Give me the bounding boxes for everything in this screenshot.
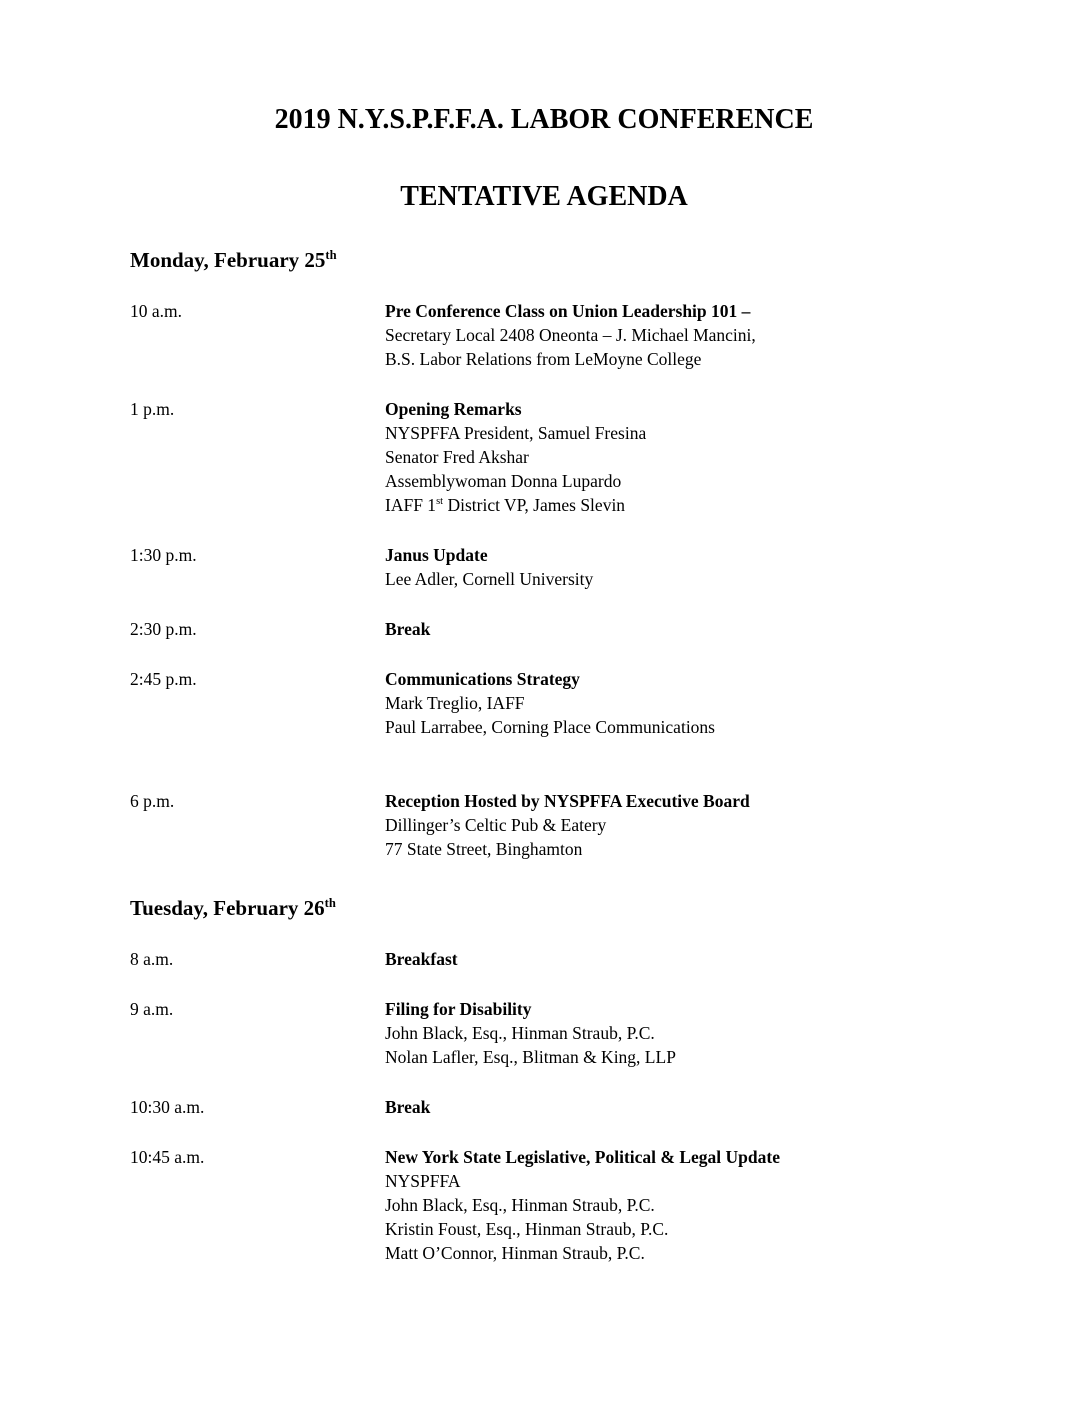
- item-body: [385, 299, 958, 371]
- agenda-item: [130, 1145, 958, 1265]
- day-heading-monday: [130, 247, 958, 273]
- item-title: Break: [385, 619, 431, 639]
- agenda-item: [130, 997, 958, 1069]
- item-body: [385, 789, 958, 861]
- item-body: [385, 1145, 958, 1265]
- item-time: 9 a.m.: [130, 999, 174, 1019]
- item-title: Reception Hosted by NYSPFFA Executive Board: [385, 791, 750, 811]
- day-heading-tuesday: [130, 895, 958, 921]
- page-title: 2019 N.Y.S.P.F.F.A. LABOR CONFERENCE: [274, 104, 814, 135]
- item-title: Filing for Disability: [385, 999, 532, 1019]
- page-subtitle: TENTATIVE AGENDA: [400, 181, 688, 212]
- item-time: 2:45 p.m.: [130, 669, 197, 689]
- item-detail-line: John Black, Esq., Hinman Straub, P.C.: [385, 1195, 655, 1215]
- item-time: 1:30 p.m.: [130, 545, 197, 565]
- item-detail-line: NYSPFFA: [385, 1171, 461, 1191]
- day-heading-ordinal: th: [325, 248, 337, 262]
- item-detail-line: [385, 493, 958, 517]
- item-title: Opening Remarks: [385, 399, 522, 419]
- agenda-item: [130, 1095, 958, 1119]
- item-detail-line: John Black, Esq., Hinman Straub, P.C.: [385, 1023, 655, 1043]
- item-title: Janus Update: [385, 545, 488, 565]
- item-time: 2:30 p.m.: [130, 619, 197, 639]
- item-title: Communications Strategy: [385, 669, 580, 689]
- agenda-item: [130, 789, 958, 861]
- day-heading-text: Monday, February 25: [130, 248, 326, 272]
- item-detail-line: Paul Larrabee, Corning Place Communications: [385, 717, 715, 737]
- agenda-item: [130, 667, 958, 739]
- item-title: Breakfast: [385, 949, 458, 969]
- agenda-item: [130, 543, 958, 591]
- item-time: 10:45 a.m.: [130, 1147, 205, 1167]
- item-detail-line: B.S. Labor Relations from LeMoyne College: [385, 349, 702, 369]
- day-heading-text: Tuesday, February 26: [130, 896, 325, 920]
- item-body: [385, 997, 958, 1069]
- item-time: 10:30 a.m.: [130, 1097, 205, 1117]
- agenda-item: [130, 947, 958, 971]
- agenda-item: [130, 299, 958, 371]
- item-detail-line: Senator Fred Akshar: [385, 447, 529, 467]
- item-body: [385, 947, 958, 971]
- item-time: 1 p.m.: [130, 399, 175, 419]
- agenda-item: [130, 617, 958, 641]
- line-ordinal: st: [436, 496, 444, 508]
- item-title: New York State Legislative, Political & Legal Update: [385, 1147, 780, 1167]
- item-body: [385, 667, 958, 739]
- item-detail-line: Dillinger’s Celtic Pub & Eatery: [385, 815, 607, 835]
- item-time: 6 p.m.: [130, 791, 175, 811]
- line-text: IAFF 1: [385, 495, 437, 515]
- item-detail-line: Assemblywoman Donna Lupardo: [385, 471, 622, 491]
- item-title: Pre Conference Class on Union Leadership 101 –: [385, 301, 751, 321]
- item-detail-line: 77 State Street, Binghamton: [385, 839, 583, 859]
- item-detail-line: NYSPFFA President, Samuel Fresina: [385, 423, 647, 443]
- item-time: 10 a.m.: [130, 301, 183, 321]
- item-detail-line: Mark Treglio, IAFF: [385, 693, 525, 713]
- item-body: [385, 617, 958, 641]
- item-detail-line: Kristin Foust, Esq., Hinman Straub, P.C.: [385, 1219, 669, 1239]
- agenda-item: [130, 397, 958, 517]
- item-body: [385, 543, 958, 591]
- item-detail-line: Secretary Local 2408 Oneonta – J. Michael Mancini,: [385, 325, 756, 345]
- item-detail-line: Lee Adler, Cornell University: [385, 569, 594, 589]
- item-body: [385, 1095, 958, 1119]
- item-detail-line: Matt O’Connor, Hinman Straub, P.C.: [385, 1243, 645, 1263]
- day-heading-ordinal: th: [324, 896, 336, 910]
- line-text: District VP, James Slevin: [443, 495, 626, 515]
- item-title: Break: [385, 1097, 431, 1117]
- item-body: [385, 397, 958, 517]
- item-detail-line: Nolan Lafler, Esq., Blitman & King, LLP: [385, 1047, 676, 1067]
- item-time: 8 a.m.: [130, 949, 174, 969]
